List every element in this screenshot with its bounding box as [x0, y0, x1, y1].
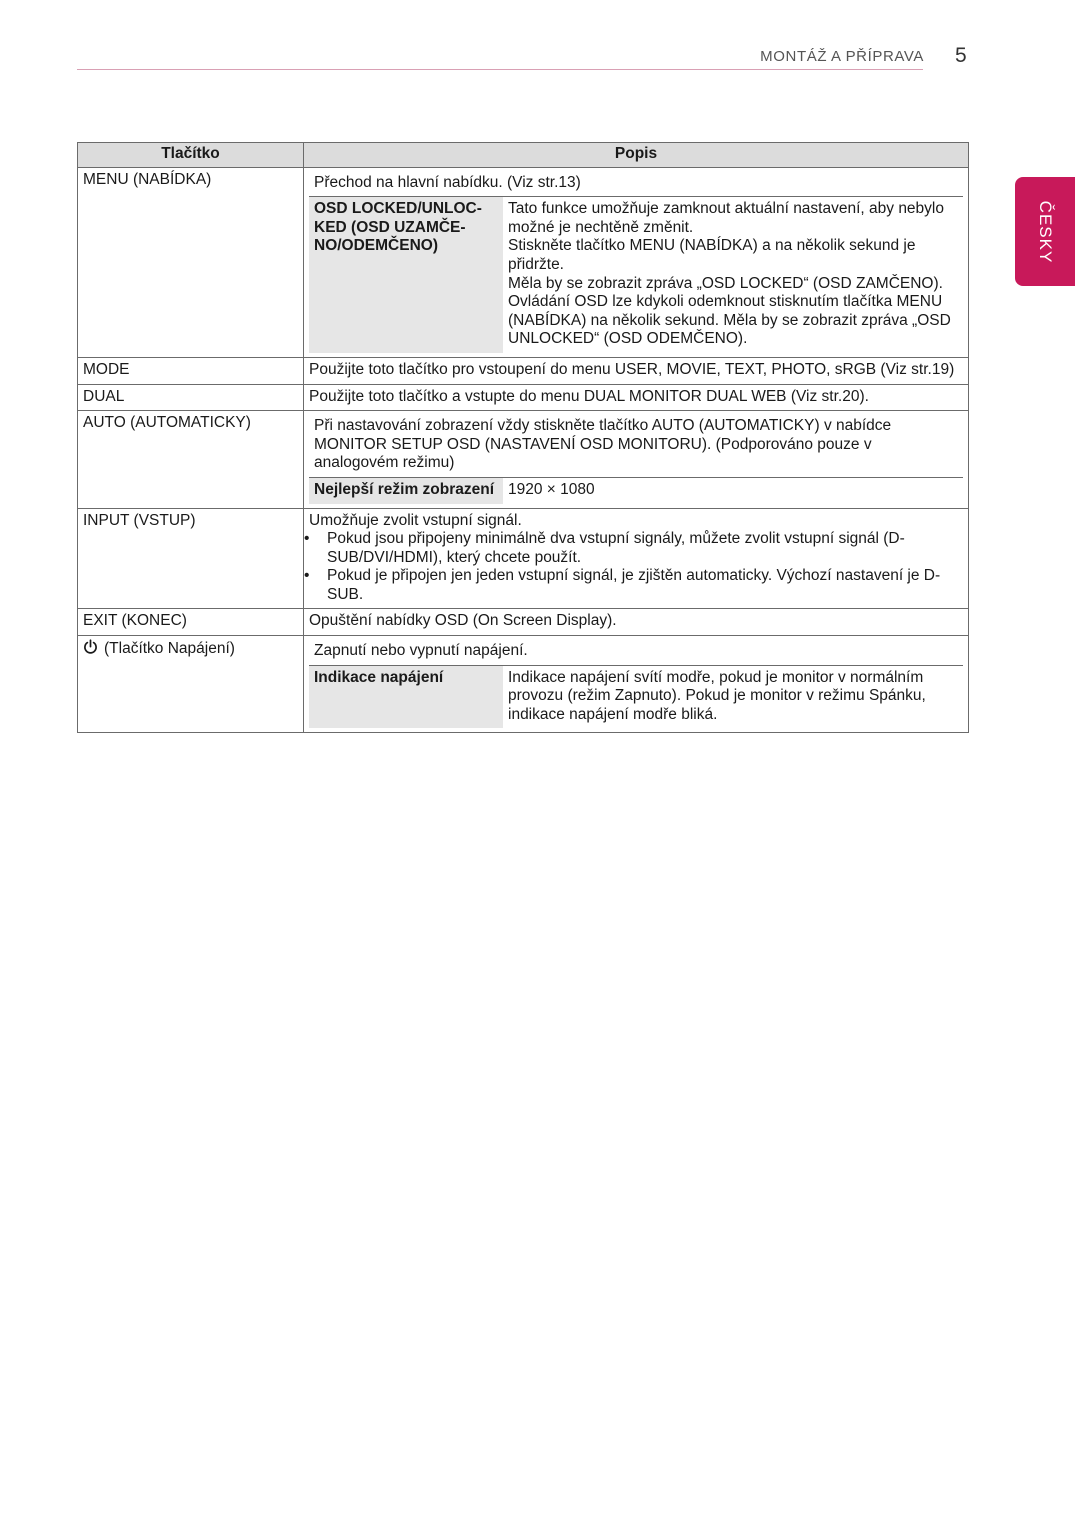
- section-title: MONTÁŽ A PŘÍPRAVA: [760, 48, 924, 65]
- list-item: • Pokud je připojen jen jeden vstupní signál, je zjištěn automaticky. Výchozí nastavení je D-SUB.: [309, 567, 963, 604]
- sub-label: OSD LOCKED/UNLOC-KED (OSD UZAMČE-NO/ODEMČENO): [309, 197, 503, 353]
- list-item: • Pokud jsou připojeny minimálně dva vstupní signály, můžete zvolit vstupní signál (D-SUB/DVI/HDMI), který chcete použít.: [309, 530, 963, 567]
- header-divider: [77, 69, 923, 70]
- sub-text-line: Měla by se zobrazit zpráva „OSD LOCKED“ (OSD ZAMČENO).: [508, 274, 943, 292]
- button-name-cell: DUAL: [78, 384, 304, 411]
- language-tab-label: ČESKY: [1036, 200, 1055, 263]
- button-name-cell: [78, 636, 304, 733]
- button-name-label: (Tlačítko Napájení): [104, 640, 235, 658]
- description-cell: Použijte toto tlačítko a vstupte do menu DUAL MONITOR DUAL WEB (Viz str.20).: [304, 384, 969, 411]
- description-text: Přechod na hlavní nabídku. (Viz str.13): [314, 173, 581, 191]
- table-row-power: [78, 636, 969, 733]
- table-row-menu: [78, 167, 969, 357]
- table-row-auto: [78, 411, 969, 508]
- description-cell: [304, 636, 969, 733]
- description-cell: Opuštění nabídky OSD (On Screen Display).: [304, 609, 969, 636]
- sub-text: Indikace napájení svítí modře, pokud je monitor v normálním provozu (režim Zapnuto). Pokud je monitor v režimu Spánku, indikace napájení modře bliká.: [508, 668, 926, 723]
- button-name-cell: AUTO (AUTOMATICKY): [78, 411, 304, 508]
- language-tab: [1015, 177, 1075, 286]
- description-cell: [304, 508, 969, 609]
- column-header-description: Popis: [304, 143, 969, 168]
- button-name-cell: MODE: [78, 357, 304, 384]
- table-header-row: [78, 143, 969, 168]
- sub-row-best-resolution: [309, 477, 963, 504]
- table-row-dual: [78, 384, 969, 411]
- sub-text: [503, 197, 963, 353]
- button-name-cell: INPUT (VSTUP): [78, 508, 304, 609]
- sub-row-osd-lock: [309, 196, 963, 353]
- sub-text-line: Tato funkce umožňuje zamknout aktuální nastavení, aby nebylo možné je nechtěně změnit.: [508, 200, 944, 236]
- button-description-table: [77, 142, 969, 733]
- sub-label: Indikace napájení: [309, 666, 503, 729]
- description-text: Zapnutí nebo vypnutí napájení.: [314, 642, 528, 660]
- sub-label: Nejlepší režim zobrazení: [309, 478, 503, 504]
- sub-text: 1920 × 1080: [508, 480, 595, 498]
- sub-text-line: Stiskněte tlačítko MENU (NABÍDKA) a na několik sekund je přidržte.: [508, 237, 916, 273]
- description-cell: [304, 167, 969, 357]
- button-name-cell: MENU (NABÍDKA): [78, 167, 304, 357]
- description-cell: Použijte toto tlačítko pro vstoupení do menu USER, MOVIE, TEXT, PHOTO, sRGB (Viz str.19): [304, 357, 969, 384]
- description-cell: [304, 411, 969, 508]
- table-row-exit: [78, 609, 969, 636]
- description-text: Umožňuje zvolit vstupní signál.: [309, 511, 522, 529]
- description-text: Při nastavování zobrazení vždy stiskněte tlačítko AUTO (AUTOMATICKY) v nabídce MONITOR SETUP OSD (NASTAVENÍ OSD MONITORU). (Podporováno pouze v analogovém režimu): [314, 417, 892, 472]
- bullet-list: [309, 530, 963, 604]
- sub-row-power-indicator: [309, 665, 963, 729]
- page-number: 5: [955, 44, 967, 67]
- column-header-button: Tlačítko: [78, 143, 304, 168]
- power-icon: [83, 639, 98, 661]
- table-row-input: [78, 508, 969, 609]
- table-row-mode: [78, 357, 969, 384]
- button-name-cell: EXIT (KONEC): [78, 609, 304, 636]
- sub-text-line: Ovládání OSD lze kdykoli odemknout stisknutím tlačítka MENU (NABÍDKA) na několik sekund. Měla by se zobrazit zpráva „OSD UNLOCKED“ (OSD ODEMČENO).: [508, 293, 951, 348]
